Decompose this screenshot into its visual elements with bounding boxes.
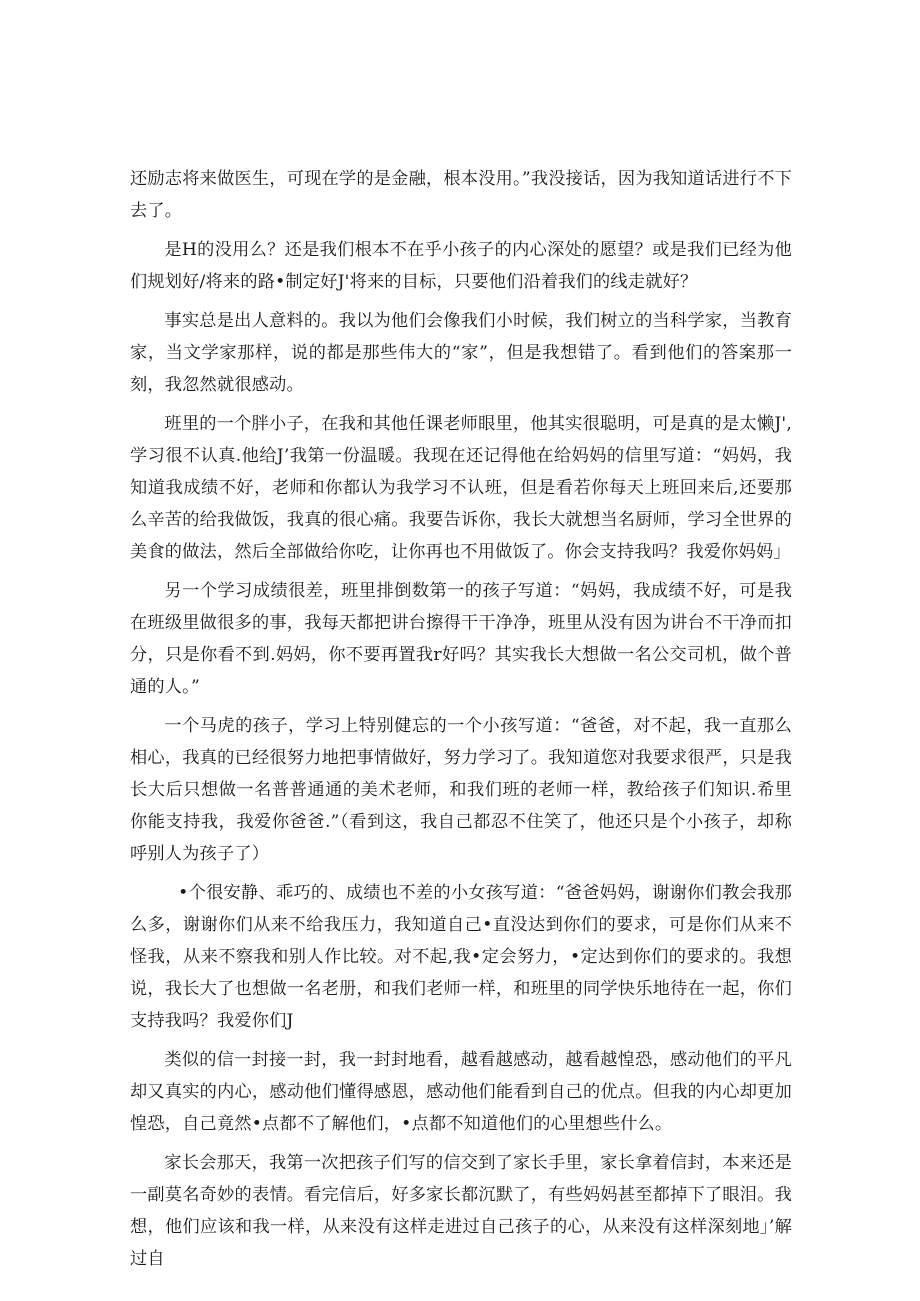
paragraph-reflection: 类似的信一封接一封，我一封封地看，越看越感动，越看越惶恐，感动他们的平凡却又真实的内心，感动他们懂得感恩，感动他们能看到自己的优点。但我的内心却更加惶恐，自己竟然•点都不了解他们，•点都不知道他们的心里想些什么。	[130, 1050, 792, 1134]
paragraph-quiet-girl-letter: •个很安静、乖巧的、成绩也不差的小女孩写道：“爸爸妈妈，谢谢你们教会我那么多，谢谢你们从来不给我压力，我知道自己•直没达到你们的要求，可是你们从来不怪我，从来不察我和别人作比较。对不起,我•定会努力，•定达到你们的要求的。我想说，我长大了也想做一名老册，和我们老师一样，和班里的同学快乐地待在一起，你们支持我吗？我爱你们J	[130, 883, 792, 1031]
paragraph-chubby-boy-letter: 班里的一个胖小子，在我和其他任课老师眼里，他其实很聪明，可是真的是太懒J',学习很不认真.他给J’我第一份温暖。我现在还记得他在给妈妈的信里写道：“妈妈，我知道我成绩不好，老师和你都认为我学习不认班，但是看若你每天上班回来后,还要那么辛苦的给我做饭，我真的很心痛。我要告诉你，我长大就想当名厨师，学习全世界的美食的做法，然后全部做给你吃，让你再也不用做饭了。你会支持我吗？我爱你妈妈」	[130, 414, 792, 562]
paragraph-question: 是H的没用么？还是我们根本不在乎小孩子的内心深处的愿望？或是我们已经为他们规划好/将来的路•制定好J'将来的目标，只要他们沿着我们的线走就好？	[130, 240, 792, 292]
paragraph-continuation: 还励志将来做医生，可现在学的是金融，根本没用。”我没接话，因为我知道话进行不下去了。	[130, 169, 792, 221]
paragraph-careless-child-letter: 一个马虎的孩子，学习上特别健忘的一个小孩写道：“爸爸，对不起，我一直那么相心，我真的已经很努力地把事情做好，努力学习了。我知道您对我要求很严，只是我长大后只想做一名普普通通的美术老师，和我们班的老师一样，教给孩子们知识.希里你能支持我，我爱你爸爸.”（看到这，我自己都忍不住笑了，他还只是个小孩子，却称呼别人为孩子了）	[130, 716, 792, 864]
document-page	[130, 163, 792, 1282]
paragraph-surprise: 事实总是出人意料的。我以为他们会像我们小时候，我们树立的当科学家，当教育家，当文学家那样，说的都是那些伟大的“家”，但是我想错了。看到他们的答案那一刻，我忽然就很感动。	[130, 311, 792, 395]
paragraph-last-place-letter: 另一个学习成绩很差，班里排倒数第一的孩子写道：“妈妈，我成绩不好，可是我在班级里做很多的事，我每天都把讲台擦得干干净净，班里从没有因为讲台不干净而扣分，只是你看不到.妈妈，你不要再置我r好吗？其实我长大想做一名公交司机，做个普通的人。”	[130, 581, 792, 697]
paragraph-parent-meeting: 家长会那天，我第一次把孩子们写的信交到了家长手里，家长拿着信封，本来还是一副莫名奇妙的表情。看完信后，好多家长都沉默了，有些妈妈甚至都掉下了眼泪。我想，他们应该和我一样，从来没有这样走进过自己孩子的心，从来没有这样深刻地」’解过自	[130, 1153, 792, 1269]
